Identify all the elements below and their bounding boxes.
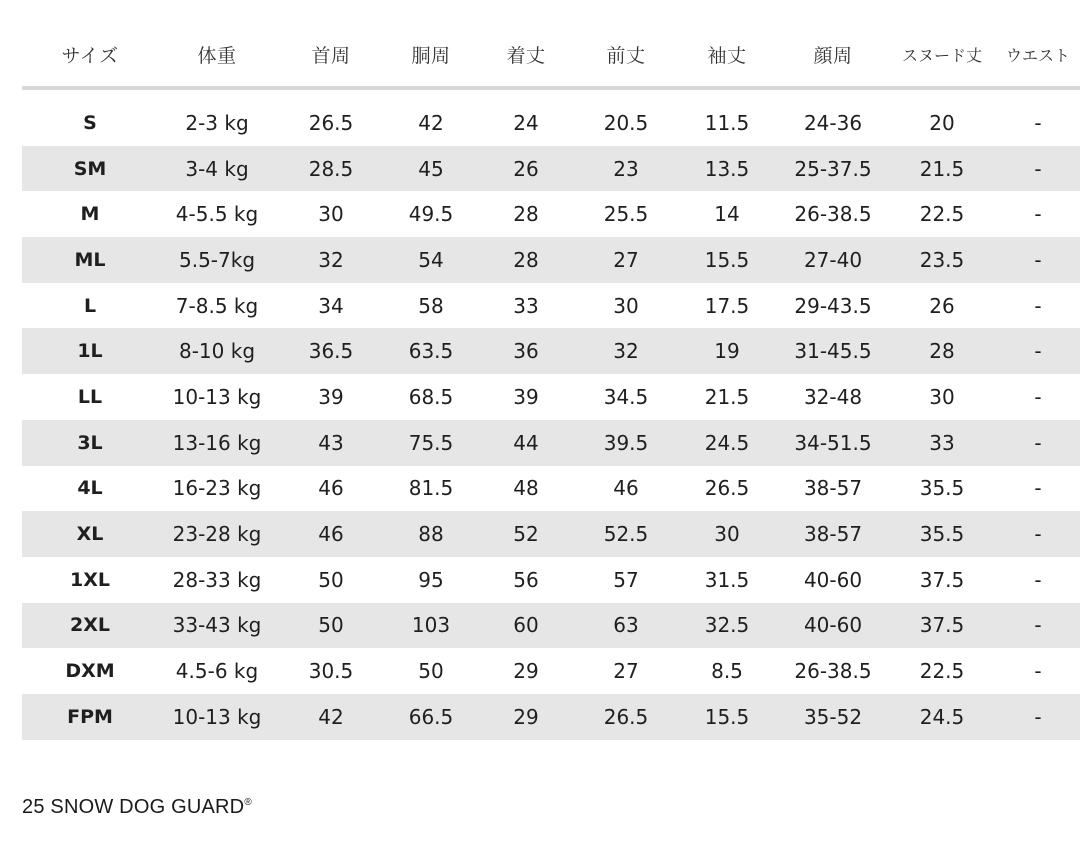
table-cell: 26-38.5 [794,202,872,227]
table-cell: 28 [476,237,576,283]
table-cell: 10-13 kg [172,384,262,409]
table-cell: 8.5 [711,659,743,684]
table-row [22,694,1080,740]
table-cell: 29 [513,659,539,684]
table-cell: 46 [276,511,386,557]
column-header-size: サイズ [61,44,119,67]
table-cell: 88 [386,511,476,557]
column-header-chest: 胴周 [411,44,451,67]
table-cell: 50 [318,567,344,592]
table-cell: 37.5 [919,567,965,592]
table-cell: 24-36 [803,110,863,135]
table-cell: 34-51.5 [778,420,888,466]
table-row [22,146,1080,192]
size-label-cell: 4L [77,477,103,500]
table-cell: 60 [476,603,576,649]
table-cell: - [996,694,1080,740]
size-label-cell: 1XL [70,568,110,591]
table-cell: 37.5 [888,603,996,649]
table-row [22,191,1080,237]
table-cell: - [1034,476,1042,501]
size-label-cell: LL [77,385,103,408]
table-row [22,557,1080,603]
column-header-sleeve: 袖丈 [707,44,747,67]
table-body [22,100,1080,740]
table-cell: 45 [386,146,476,192]
table-cell: 15.5 [676,694,778,740]
table-cell: 25.5 [603,202,649,227]
column-header-face: 顔周 [813,44,853,67]
size-label-cell: 3L [22,420,158,466]
table-cell: - [996,511,1080,557]
table-cell: 27-40 [778,237,888,283]
table-cell: 5.5-7kg [158,237,276,283]
table-cell: 58 [418,293,444,318]
table-row [22,100,1080,146]
table-cell: 28-33 kg [172,567,262,592]
trademark-mark: ® [244,797,252,808]
table-cell: - [996,328,1080,374]
table-cell: 63.5 [386,328,476,374]
size-label-cell: L [83,294,97,317]
table-cell: 39 [513,384,539,409]
table-row [22,328,1080,374]
table-cell: 44 [476,420,576,466]
table-cell: 42 [418,110,444,135]
table-cell: 31.5 [704,567,750,592]
column-header-weight: 体重 [197,44,237,67]
column-header-snood: スヌード丈 [901,45,982,65]
table-cell: 48 [513,476,539,501]
table-cell: 34 [318,293,344,318]
table-cell: 39.5 [576,420,676,466]
table-row [22,374,1080,420]
table-cell: 56 [513,567,539,592]
table-cell: 24.5 [676,420,778,466]
table-cell: 15.5 [676,237,778,283]
table-cell: - [1034,384,1042,409]
table-cell: 2-3 kg [185,110,249,135]
table-cell: 28 [513,202,539,227]
table-cell: 29 [476,694,576,740]
table-cell: 19 [676,328,778,374]
table-cell: 26.5 [576,694,676,740]
table-cell: 10-13 kg [158,694,276,740]
table-cell: 7-8.5 kg [175,293,259,318]
table-cell: 33 [513,293,539,318]
table-row [22,283,1080,329]
table-row [22,420,1080,466]
table-cell: 21.5 [888,146,996,192]
table-cell: - [996,237,1080,283]
table-cell: 36 [476,328,576,374]
table-cell: 50 [418,659,444,684]
table-cell: - [996,420,1080,466]
table-cell: 40-60 [778,603,888,649]
table-cell: 4.5-6 kg [175,659,259,684]
table-cell: 35-52 [778,694,888,740]
table-cell: 28.5 [276,146,386,192]
table-cell: 27 [576,237,676,283]
table-row [22,511,1080,557]
size-label-cell: M [80,203,100,226]
product-name: 25 SNOW DOG GUARD [22,796,245,818]
table-cell: 57 [613,567,639,592]
table-cell: - [1034,202,1042,227]
table-cell: 21.5 [704,384,750,409]
table-cell: 30 [929,384,955,409]
table-cell: 30.5 [308,659,354,684]
table-cell: 13-16 kg [158,420,276,466]
table-cell: - [1034,659,1042,684]
table-cell: - [1034,567,1042,592]
table-cell: - [996,146,1080,192]
table-cell: 103 [386,603,476,649]
table-cell: 49.5 [408,202,454,227]
table-cell: 17.5 [704,293,750,318]
table-cell: 11.5 [704,110,750,135]
table-cell: 39 [318,384,344,409]
size-label-cell: ML [22,237,158,283]
table-cell: 66.5 [386,694,476,740]
table-cell: 26 [929,293,955,318]
table-row [22,603,1080,649]
table-cell: 43 [276,420,386,466]
table-cell: 24 [513,110,539,135]
table-cell: 26.5 [308,110,354,135]
table-cell: - [1034,110,1042,135]
table-cell: 63 [576,603,676,649]
size-label-cell: FPM [22,694,158,740]
table-cell: 30 [613,293,639,318]
table-cell: 52.5 [576,511,676,557]
table-row [22,466,1080,512]
table-cell: 20 [929,110,955,135]
table-cell: 36.5 [276,328,386,374]
table-cell: 26 [476,146,576,192]
table-cell: 52 [476,511,576,557]
table-cell: 46 [318,476,344,501]
table-cell: 30 [318,202,344,227]
table-cell: 24.5 [888,694,996,740]
table-cell: 32 [576,328,676,374]
table-cell: 13.5 [676,146,778,192]
table-cell: - [996,603,1080,649]
table-cell: 81.5 [408,476,454,501]
table-cell: 40-60 [803,567,863,592]
table-cell: 29-43.5 [794,293,872,318]
header-row [22,22,1080,86]
table-cell: 8-10 kg [158,328,276,374]
table-cell: 32-48 [803,384,863,409]
column-header-length: 着丈 [506,44,546,67]
table-cell: 23 [576,146,676,192]
table-cell: 28 [888,328,996,374]
table-cell: 22.5 [919,659,965,684]
table-cell: - [1034,293,1042,318]
table-cell: 54 [386,237,476,283]
table-cell: 33 [888,420,996,466]
table-cell: 95 [418,567,444,592]
size-label-cell: S [83,111,97,134]
table-cell: 23.5 [888,237,996,283]
size-chart-table [22,22,1080,740]
column-header-waist: ウエスト [1005,45,1070,65]
table-cell: 42 [276,694,386,740]
table-cell: 35.5 [888,511,996,557]
product-name-caption [22,796,252,819]
size-label-cell: 2XL [22,603,158,649]
table-cell: 26-38.5 [794,659,872,684]
table-row [22,237,1080,283]
table-cell: 33-43 kg [158,603,276,649]
table-cell: 26.5 [704,476,750,501]
table-cell: 20.5 [603,110,649,135]
table-cell: 22.5 [919,202,965,227]
table-cell: 75.5 [386,420,476,466]
column-header-front-length: 前丈 [606,44,646,67]
column-header-neck: 首周 [311,44,351,67]
table-row [22,648,1080,694]
table-cell: 32 [276,237,386,283]
table-cell: 50 [276,603,386,649]
size-label-cell: 1L [22,328,158,374]
table-cell: 30 [676,511,778,557]
table-cell: 23-28 kg [158,511,276,557]
table-cell: 38-57 [803,476,863,501]
table-cell: 38-57 [778,511,888,557]
table-cell: 14 [714,202,740,227]
size-label-cell: XL [22,511,158,557]
table-cell: 25-37.5 [778,146,888,192]
table-cell: 3-4 kg [158,146,276,192]
table-cell: 27 [613,659,639,684]
table-cell: 16-23 kg [172,476,262,501]
table-cell: 31-45.5 [778,328,888,374]
table-cell: 35.5 [919,476,965,501]
table-cell: 32.5 [676,603,778,649]
table-cell: 46 [613,476,639,501]
table-cell: 34.5 [603,384,649,409]
size-label-cell: SM [22,146,158,192]
table-cell: 68.5 [408,384,454,409]
size-label-cell: DXM [65,660,115,683]
table-cell: 4-5.5 kg [175,202,259,227]
